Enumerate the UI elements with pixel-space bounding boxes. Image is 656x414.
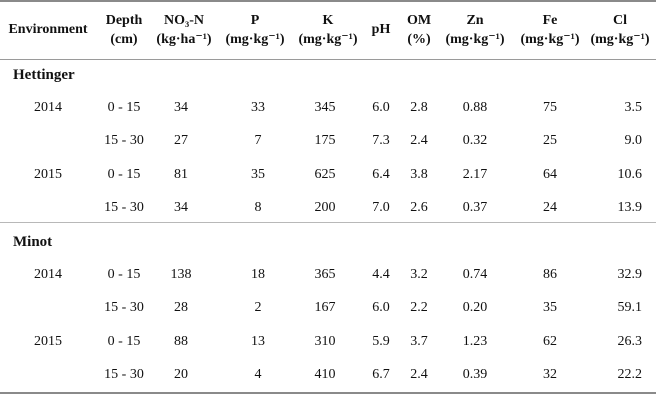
column-header-label: pH (371, 22, 391, 37)
cell-zn: 0.37 (462, 200, 488, 215)
cell-ph: 6.4 (372, 167, 390, 182)
cell-zn: 2.17 (462, 167, 488, 182)
cell-cl: 22.2 (617, 367, 642, 382)
cell-no3n: 34 (174, 200, 188, 215)
cell-year: 2015 (34, 167, 62, 182)
cell-p: 35 (251, 167, 265, 182)
cell-year: 2014 (34, 267, 62, 282)
environment-label: Minot (13, 234, 53, 250)
cell-depth: 0 - 15 (107, 100, 141, 115)
cell-ph: 6.7 (372, 367, 390, 382)
environment-label: Hettinger (13, 67, 75, 83)
cell-k: 345 (314, 100, 336, 115)
cell-om: 2.4 (410, 133, 428, 148)
cell-ph: 6.0 (372, 100, 390, 115)
column-header-label: Depth (105, 12, 143, 28)
cell-p: 18 (251, 267, 265, 282)
cell-depth: 15 - 30 (104, 133, 144, 148)
cell-cl: 32.9 (617, 267, 642, 282)
cell-depth: 0 - 15 (107, 334, 141, 349)
cell-depth: 15 - 30 (104, 367, 144, 382)
cell-year: 2014 (34, 100, 62, 115)
column-header-label: K (322, 12, 334, 28)
cell-k: 625 (314, 167, 336, 182)
column-header-unit: (kg·ha⁻¹) (156, 31, 212, 47)
cell-om: 2.2 (410, 300, 428, 315)
cell-fe: 25 (543, 133, 557, 148)
cell-fe: 86 (543, 267, 557, 282)
cell-no3n: 20 (174, 367, 188, 382)
column-header-label: Fe (542, 12, 558, 28)
column-header-unit: (mg·kg⁻¹) (298, 31, 358, 47)
cell-year: 2015 (34, 334, 62, 349)
cell-k: 167 (314, 300, 336, 315)
cell-cl: 13.9 (617, 200, 642, 215)
column-header-label: Cl (613, 12, 627, 28)
column-header-unit: (mg·kg⁻¹) (225, 31, 285, 47)
cell-depth: 15 - 30 (104, 300, 144, 315)
cell-k: 410 (314, 367, 336, 382)
column-header-unit: (mg·kg⁻¹) (520, 31, 580, 47)
cell-p: 2 (254, 300, 262, 315)
cell-k: 175 (314, 133, 336, 148)
cell-cl: 59.1 (617, 300, 642, 315)
cell-om: 2.8 (410, 100, 428, 115)
cell-zn: 0.39 (462, 367, 488, 382)
header-divider (0, 59, 656, 60)
cell-ph: 6.0 (372, 300, 390, 315)
cell-ph: 7.0 (372, 200, 390, 215)
cell-zn: 0.88 (462, 100, 488, 115)
cell-depth: 0 - 15 (107, 167, 141, 182)
cell-no3n: 138 (170, 267, 192, 282)
cell-om: 3.2 (410, 267, 428, 282)
cell-fe: 35 (543, 300, 557, 315)
cell-om: 3.7 (410, 334, 428, 349)
section-divider (0, 222, 656, 223)
cell-om: 2.4 (410, 367, 428, 382)
cell-no3n: 81 (174, 167, 188, 182)
cell-zn: 0.20 (462, 300, 488, 315)
cell-no3n: 88 (174, 334, 188, 349)
column-header-label: Zn (466, 12, 484, 28)
cell-p: 7 (254, 133, 262, 148)
cell-no3n: 28 (174, 300, 188, 315)
cell-no3n: 34 (174, 100, 188, 115)
cell-zn: 0.32 (462, 133, 488, 148)
cell-ph: 4.4 (372, 267, 390, 282)
column-header-unit: (mg·kg⁻¹) (590, 31, 650, 47)
cell-fe: 24 (543, 200, 557, 215)
cell-ph: 7.3 (372, 133, 390, 148)
column-header-label: P (250, 12, 260, 28)
column-header-label: OM (406, 12, 432, 28)
cell-fe: 62 (543, 334, 557, 349)
column-header-label: Environment (8, 22, 88, 37)
column-header-unit: (cm) (110, 31, 138, 47)
cell-p: 13 (251, 334, 265, 349)
cell-no3n: 27 (174, 133, 188, 148)
table-bottom-rule (0, 392, 656, 394)
cell-om: 2.6 (410, 200, 428, 215)
cell-ph: 5.9 (372, 334, 390, 349)
cell-fe: 75 (543, 100, 557, 115)
cell-depth: 0 - 15 (107, 267, 141, 282)
cell-k: 200 (314, 200, 336, 215)
column-header-unit: (mg·kg⁻¹) (445, 31, 505, 47)
cell-cl: 9.0 (624, 133, 642, 148)
column-header-unit: (%) (407, 31, 431, 47)
cell-k: 365 (314, 267, 336, 282)
cell-cl: 26.3 (617, 334, 642, 349)
cell-om: 3.8 (410, 167, 428, 182)
column-header-cl (560, 0, 656, 59)
cell-zn: 0.74 (462, 267, 488, 282)
cell-cl: 10.6 (617, 167, 642, 182)
cell-p: 33 (251, 100, 265, 115)
cell-p: 8 (254, 200, 262, 215)
cell-fe: 64 (543, 167, 557, 182)
cell-fe: 32 (543, 367, 557, 382)
cell-zn: 1.23 (462, 334, 488, 349)
cell-p: 4 (254, 367, 262, 382)
cell-depth: 15 - 30 (104, 200, 144, 215)
cell-cl: 3.5 (624, 100, 642, 115)
cell-k: 310 (314, 334, 336, 349)
column-header-label: NO₃-N (164, 12, 204, 28)
